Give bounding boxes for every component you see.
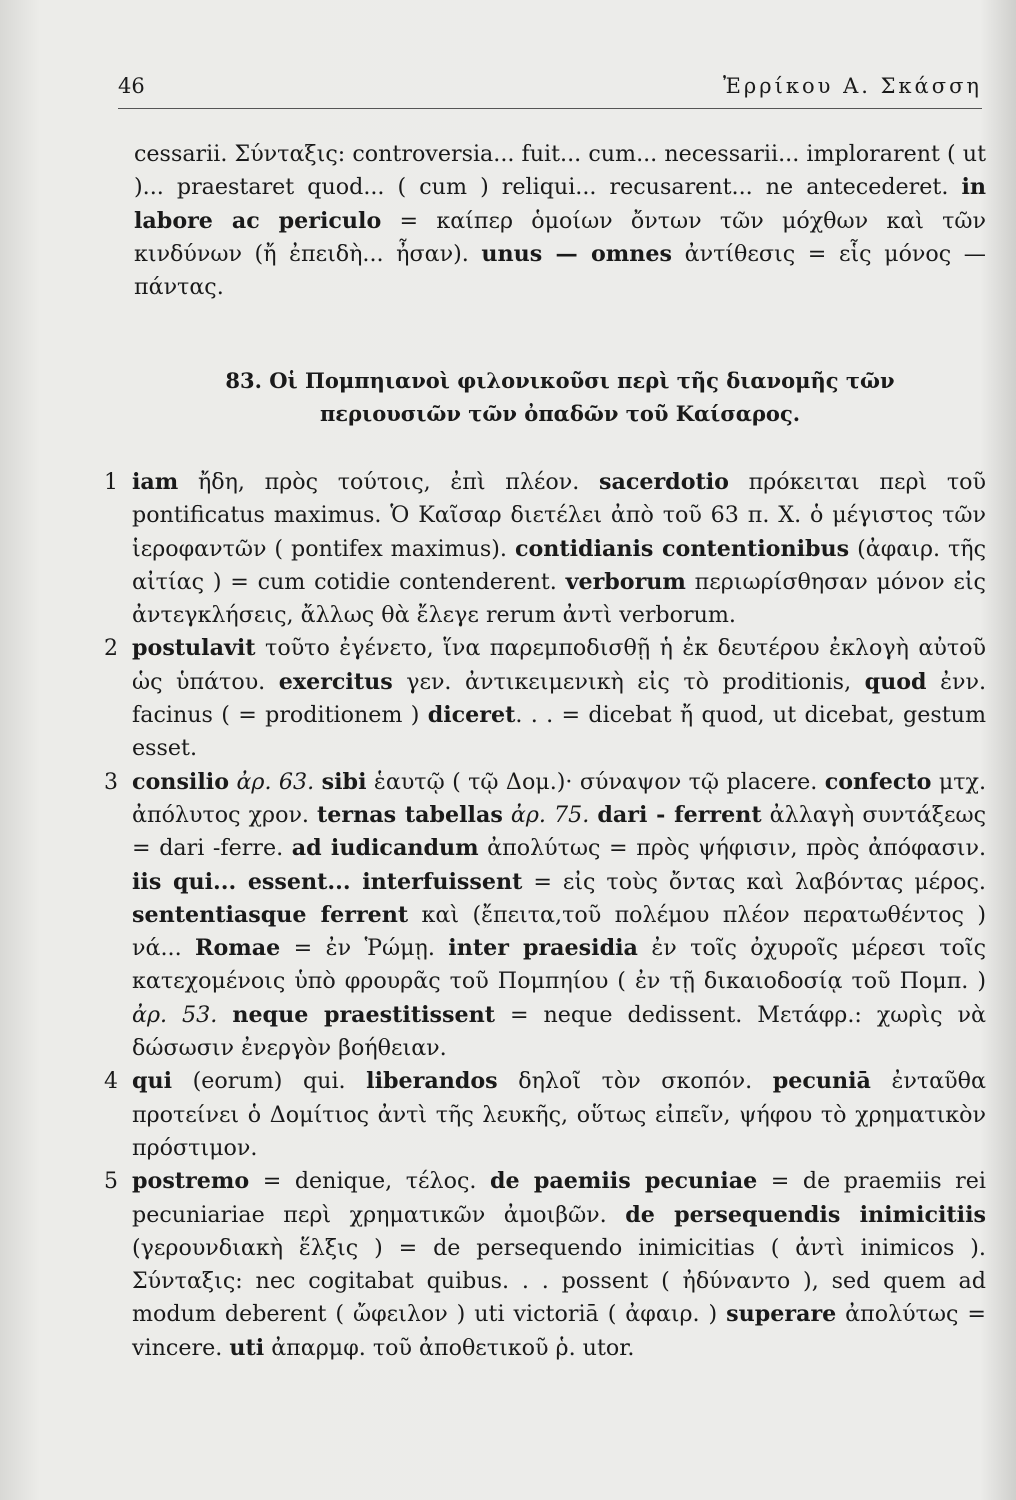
reference: ἀρ. 63.	[229, 768, 322, 795]
note-text	[132, 1168, 986, 1360]
text-run: ἀπολύτως = πρὸς ψήφισιν, πρὸς ἀπόφασιν.	[478, 835, 986, 862]
section-title-line-2: περιουσιῶν τῶν ὀπαδῶν τοῦ Καίσαρος.	[319, 401, 801, 426]
text-run: = καίπερ ὁμοίων ὄντων τῶν μόχθων καὶ τῶν κινδύνων (ἤ ἐπειδὴ... ἦσαν).	[134, 207, 986, 267]
note-text	[132, 769, 986, 1061]
text-run: περιωρίσθησαν μόνον εἰς ἀντεγκλήσεις, ἄλλως θὰ ἔλεγε rerum ἀντὶ verborum.	[132, 568, 986, 629]
lemma: de paemiis pecuniae	[490, 1168, 758, 1195]
text-run: = de praemiis rei pecuniariae περὶ χρηματικῶν ἀμοιβῶν.	[132, 1168, 986, 1228]
commentary-notes	[104, 466, 986, 1365]
lemma: Romae	[195, 935, 281, 962]
text-run: cessarii. Σύνταξις: controversia... fuit... cum... necessarii... implorarent ( ut )... praestaret quod... ( cum ) reliqui... recusarent... ne antecederet.	[134, 141, 986, 201]
note-number: 2	[104, 636, 118, 662]
note-5	[104, 1165, 986, 1365]
text-run: ἀντίθεσις = εἷς μόνος — πάντας.	[134, 240, 986, 301]
text-run: ἐν τοῖς ὀχυροῖς μέρεσι τοῖς κατεχομένοις ὑπὸ φρουρᾶς τοῦ Πομπηίου ( ἐν τῇ δικαιοδοσίᾳ τοῦ Πομπ. )	[132, 935, 986, 995]
text-run: δηλοῖ τὸν σκοπόν.	[497, 1068, 773, 1095]
lemma: superare	[726, 1301, 837, 1328]
page-header	[118, 72, 982, 109]
lemma: exercitus	[278, 668, 393, 695]
lemma: iis qui... essent... interfuissent	[132, 868, 523, 895]
note-number: 5	[104, 1169, 118, 1195]
text-run: (γερουνδιακὴ ἕλξις ) = de persequendo inimicitias ( ἀντὶ inimicos ). Σύνταξις: nec cogitabat quibus. . . possent ( ἠδύναντο ), sed quem ad modum deberent ( ὤφειλον ) uti victoriā ( ἀφαιρ. )	[132, 1234, 986, 1328]
lemma: confecto	[824, 768, 932, 795]
text-run: = neque dedissent. Μετάφρ.: χωρὶς νὰ δώσωσιν ἐνεργὸν βοήθειαν.	[132, 1001, 986, 1062]
text-run: = denique, τέλος.	[249, 1168, 490, 1195]
lemma: postremo	[132, 1168, 250, 1195]
lemma: uti	[229, 1334, 265, 1361]
text-run: ἤδη, πρὸς τούτοις, ἐπὶ πλέον.	[178, 469, 599, 495]
lemma: sibi	[321, 768, 367, 795]
text-run: μτχ. ἀπόλυτος χρον.	[132, 768, 987, 828]
lemma: dari - ferrent	[597, 801, 762, 828]
text-run: ἀλλαγὴ συντάξεως = dari -ferre.	[132, 801, 987, 862]
text-run: (ἀφαιρ. τῆς αἰτίας ) = cum cotidie contenderent.	[132, 535, 986, 595]
lemma: unus — omnes	[481, 240, 673, 267]
text-run: καὶ (ἔπειτα,τοῦ πολέμου πλέον περατωθέντος ) νά...	[132, 901, 986, 962]
text-run: ἀπαρμφ. τοῦ ἀποθετικοῦ ῥ. utor.	[264, 1334, 635, 1361]
text-run: = εἰς τοὺς ὄντας καὶ λαβόντας μέρος.	[522, 868, 986, 895]
text-run: πρόκειται περὶ τοῦ pontificatus maximus. Ὁ Καῖσαρ διετέλει ἀπὸ τοῦ 63 π. Χ. ὁ μέγιστος τῶν ἱεροφαντῶν ( pontifex maximus).	[132, 469, 986, 562]
text-run: = ἐν Ῥώμῃ.	[280, 935, 449, 962]
reference: ἀρ. 53.	[132, 1001, 218, 1028]
lemma: liberandos	[366, 1068, 498, 1095]
note-text	[132, 635, 986, 761]
lemma: verborum	[565, 568, 686, 595]
text-run: ἑαυτῷ ( τῷ Δομ.)· σύναψον τῷ placere.	[366, 768, 825, 795]
lemma: qui	[132, 1068, 173, 1095]
note-number: 1	[104, 470, 118, 495]
running-head: Ἐρρίκου Α. Σκάσση	[723, 74, 982, 98]
section-title	[134, 364, 986, 430]
lemma: iam	[132, 469, 179, 495]
lemma: sacerdotio	[599, 469, 729, 495]
text-run: ἐνν. facinus ( = proditionem )	[132, 668, 987, 729]
note-text	[132, 469, 986, 628]
lemma: postulavit	[132, 635, 256, 662]
note-1	[104, 466, 986, 632]
lemma: de persequendis inimicitiis	[625, 1201, 986, 1228]
text-run	[217, 1002, 232, 1028]
text-run: τοῦτο ἐγένετο, ἵνα παρεμποδισθῇ ἡ ἐκ δευτέρου ἐκλογὴ αὐτοῦ ὡς ὑπάτου.	[132, 635, 986, 695]
lemma: in labore ac periculo	[134, 174, 986, 234]
lemma: ad iudicandum	[291, 835, 479, 862]
note-number: 4	[104, 1069, 118, 1095]
lemma: sententiasque ferrent	[132, 901, 409, 928]
text-run: ἀπολύτως = vincere.	[132, 1301, 986, 1361]
note-2	[104, 632, 986, 765]
note-3	[104, 766, 986, 1066]
intro-text	[134, 138, 986, 304]
text-run: γεν. ἀντικειμενικὴ εἰς τὸ proditionis,	[392, 668, 865, 695]
lemma: pecuniā	[772, 1068, 871, 1095]
lemma: ternas tabellas	[317, 801, 503, 828]
section-title-line-1: 83. Οἱ Πομπηιανοὶ φιλονικοῦσι περὶ τῆς διανομῆς τῶν	[225, 368, 895, 393]
text-run: (eorum) qui.	[172, 1068, 367, 1095]
lemma: contidianis contentionibus	[514, 535, 850, 562]
lemma: neque praestitissent	[232, 1001, 495, 1028]
lemma: inter praesidia	[448, 935, 638, 962]
note-4	[104, 1065, 986, 1165]
reference: ἀρ. 75.	[502, 801, 598, 828]
note-text	[132, 1068, 986, 1161]
text-run: ἐνταῦθα προτείνει ὁ Δομίτιος ἀντὶ τῆς λευκῆς, οὕτως εἰπεῖν, ψήφου τὸ χρηματικὸν πρόστιμον.	[132, 1068, 986, 1161]
lemma: consilio	[132, 768, 230, 795]
note-number: 3	[104, 769, 118, 795]
page-number: 46	[118, 74, 145, 98]
intro-paragraph	[134, 138, 986, 304]
lemma: diceret	[427, 702, 516, 729]
lemma: quod	[864, 668, 927, 695]
text-run: . . . = dicebat ἤ quod, ut dicebat, gestum esset.	[132, 702, 986, 762]
